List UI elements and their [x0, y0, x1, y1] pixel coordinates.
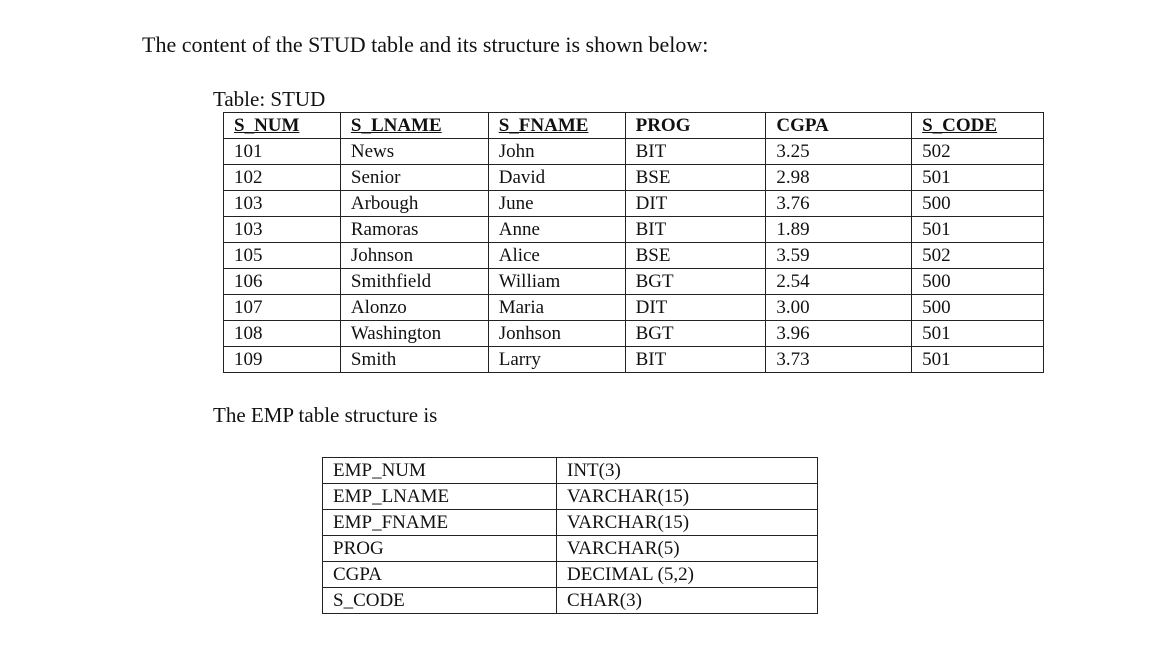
column-header-s-fname: S_FNAME — [488, 113, 625, 139]
table-row — [224, 269, 1044, 295]
cell-field-type: CHAR(3) — [557, 588, 818, 614]
cell-cgpa: 3.73 — [766, 347, 912, 373]
column-header-s-num: S_NUM — [224, 113, 341, 139]
table-row — [224, 139, 1044, 165]
stud-header-row — [224, 113, 1044, 139]
cell-s-num: 109 — [224, 347, 341, 373]
cell-s-code: 502 — [912, 139, 1044, 165]
cell-s-code: 500 — [912, 295, 1044, 321]
cell-prog: BIT — [625, 347, 766, 373]
cell-s-lname: Arbough — [340, 191, 488, 217]
table-row — [224, 243, 1044, 269]
cell-cgpa: 3.76 — [766, 191, 912, 217]
stud-table — [223, 112, 1044, 373]
emp-structure-table — [322, 457, 818, 614]
cell-s-code: 500 — [912, 191, 1044, 217]
cell-cgpa: 3.25 — [766, 139, 912, 165]
cell-field-name: EMP_LNAME — [323, 484, 557, 510]
cell-s-fname: Anne — [488, 217, 625, 243]
table-row — [224, 347, 1044, 373]
table-row — [224, 217, 1044, 243]
cell-s-num: 107 — [224, 295, 341, 321]
cell-s-fname: Maria — [488, 295, 625, 321]
intro-text: The content of the STUD table and its structure is shown below: — [142, 32, 709, 57]
cell-s-lname: Ramoras — [340, 217, 488, 243]
cell-s-fname: Jonhson — [488, 321, 625, 347]
cell-s-lname: Smith — [340, 347, 488, 373]
cell-s-lname: News — [340, 139, 488, 165]
cell-s-code: 502 — [912, 243, 1044, 269]
cell-s-num: 103 — [224, 217, 341, 243]
cell-prog: BSE — [625, 165, 766, 191]
cell-s-fname: Alice — [488, 243, 625, 269]
column-header-cgpa: CGPA — [766, 113, 912, 139]
cell-field-name: S_CODE — [323, 588, 557, 614]
table-row — [323, 562, 818, 588]
cell-field-name: PROG — [323, 536, 557, 562]
cell-s-fname: June — [488, 191, 625, 217]
cell-s-lname: Johnson — [340, 243, 488, 269]
cell-s-num: 103 — [224, 191, 341, 217]
cell-cgpa: 3.96 — [766, 321, 912, 347]
cell-cgpa: 3.59 — [766, 243, 912, 269]
table-row — [224, 295, 1044, 321]
cell-field-type: DECIMAL (5,2) — [557, 562, 818, 588]
cell-s-code: 501 — [912, 165, 1044, 191]
cell-s-fname: William — [488, 269, 625, 295]
cell-s-fname: Larry — [488, 347, 625, 373]
table-row — [323, 458, 818, 484]
table-row — [323, 588, 818, 614]
cell-s-code: 501 — [912, 347, 1044, 373]
cell-cgpa: 1.89 — [766, 217, 912, 243]
cell-s-code: 500 — [912, 269, 1044, 295]
cell-s-lname: Senior — [340, 165, 488, 191]
cell-cgpa: 3.00 — [766, 295, 912, 321]
cell-field-name: CGPA — [323, 562, 557, 588]
cell-cgpa: 2.98 — [766, 165, 912, 191]
cell-prog: BSE — [625, 243, 766, 269]
cell-s-lname: Smithfield — [340, 269, 488, 295]
cell-s-code: 501 — [912, 321, 1044, 347]
cell-prog: DIT — [625, 191, 766, 217]
cell-prog: BIT — [625, 217, 766, 243]
cell-s-code: 501 — [912, 217, 1044, 243]
cell-prog: DIT — [625, 295, 766, 321]
cell-prog: BIT — [625, 139, 766, 165]
cell-s-fname: John — [488, 139, 625, 165]
cell-field-type: INT(3) — [557, 458, 818, 484]
cell-field-type: VARCHAR(5) — [557, 536, 818, 562]
cell-s-num: 101 — [224, 139, 341, 165]
table-row — [224, 191, 1044, 217]
cell-prog: BGT — [625, 321, 766, 347]
stud-table-caption: Table: STUD — [213, 87, 326, 111]
cell-s-num: 105 — [224, 243, 341, 269]
cell-s-num: 108 — [224, 321, 341, 347]
cell-field-type: VARCHAR(15) — [557, 484, 818, 510]
cell-s-lname: Washington — [340, 321, 488, 347]
column-header-s-lname: S_LNAME — [340, 113, 488, 139]
table-row — [323, 484, 818, 510]
cell-field-name: EMP_FNAME — [323, 510, 557, 536]
cell-s-fname: David — [488, 165, 625, 191]
table-row — [224, 321, 1044, 347]
table-row — [323, 536, 818, 562]
cell-field-type: VARCHAR(15) — [557, 510, 818, 536]
table-row — [224, 165, 1044, 191]
emp-table-caption: The EMP table structure is — [213, 403, 438, 427]
cell-s-num: 106 — [224, 269, 341, 295]
cell-s-num: 102 — [224, 165, 341, 191]
table-row — [323, 510, 818, 536]
column-header-prog: PROG — [625, 113, 766, 139]
cell-s-lname: Alonzo — [340, 295, 488, 321]
cell-cgpa: 2.54 — [766, 269, 912, 295]
column-header-s-code: S_CODE — [912, 113, 1044, 139]
cell-field-name: EMP_NUM — [323, 458, 557, 484]
cell-prog: BGT — [625, 269, 766, 295]
